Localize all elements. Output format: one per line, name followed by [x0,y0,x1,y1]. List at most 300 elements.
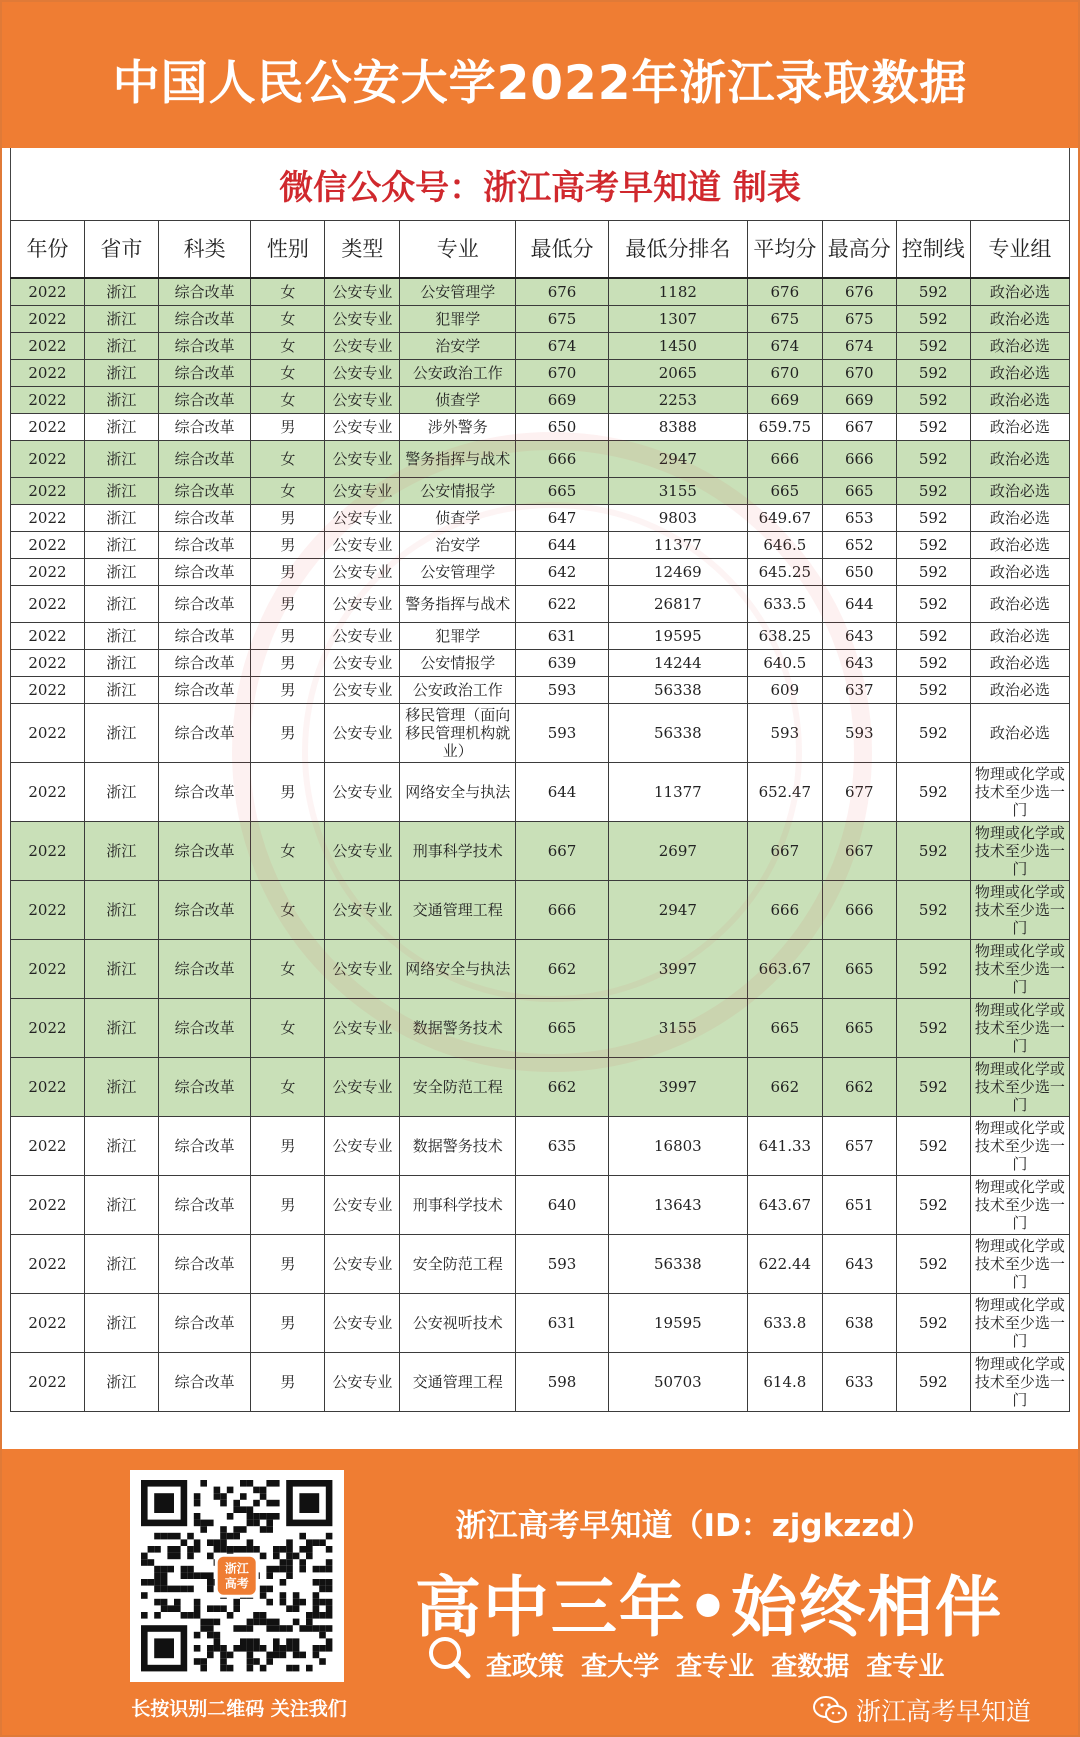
table-cell: 665 [516,999,609,1058]
table-cell: 女 [251,1058,325,1117]
table-row [11,414,1070,441]
table-cell: 56338 [608,704,747,763]
table-cell: 公安专业 [325,532,400,559]
table-cell: 643 [822,650,896,677]
table-cell: 662 [747,1058,822,1117]
table-cell: 浙江 [84,940,158,999]
column-header: 类型 [325,221,400,279]
table-cell: 浙江 [84,1294,158,1353]
table-cell: 男 [251,1353,325,1412]
table-cell: 649.67 [747,505,822,532]
table-cell: 675 [516,306,609,333]
table-row [11,1235,1070,1294]
table-cell: 592 [896,1176,970,1235]
table-cell: 网络安全与执法 [400,940,516,999]
table-cell: 女 [251,940,325,999]
table-cell: 2022 [11,940,85,999]
column-header: 平均分 [747,221,822,279]
table-cell: 592 [896,623,970,650]
table-cell: 政治必选 [970,387,1069,414]
table-cell: 综合改革 [158,623,251,650]
table-cell: 592 [896,532,970,559]
table-cell: 593 [516,677,609,704]
page-title: 中国人民公安大学2022年浙江录取数据 [112,55,968,111]
qr-badge-text: 高考 [224,1576,249,1591]
table-cell: 592 [896,1353,970,1412]
table-row [11,940,1070,999]
table-cell: 浙江 [84,1353,158,1412]
table-cell: 男 [251,1117,325,1176]
table-row [11,623,1070,650]
table-cell: 598 [516,1353,609,1412]
wechat-icon [812,1695,848,1725]
table-cell: 592 [896,387,970,414]
table-cell: 综合改革 [158,1117,251,1176]
table-cell: 639 [516,650,609,677]
table-cell: 592 [896,822,970,881]
table-cell: 公安专业 [325,1058,400,1117]
table-cell: 女 [251,360,325,387]
table-cell: 女 [251,478,325,505]
table-cell: 667 [747,822,822,881]
table-cell: 移民管理（面向移民管理机构就业） [400,704,516,763]
slogan: 高中三年•始终相伴 [414,1569,1004,1646]
table-cell: 浙江 [84,306,158,333]
search-icon [426,1634,472,1680]
table-cell: 公安情报学 [400,478,516,505]
link-major-2[interactable]: 查专业 [866,1652,945,1682]
table-cell: 640 [516,1176,609,1235]
link-university[interactable]: 查大学 [581,1652,660,1682]
table-cell: 浙江 [84,1117,158,1176]
table-cell: 综合改革 [158,559,251,586]
table-cell: 男 [251,414,325,441]
table-cell: 663.67 [747,940,822,999]
table-cell: 592 [896,650,970,677]
table-cell: 665 [822,478,896,505]
table-cell: 2022 [11,1294,85,1353]
table-row [11,1176,1070,1235]
table-cell: 涉外警务 [400,414,516,441]
table-cell: 政治必选 [970,360,1069,387]
table-cell: 659.75 [747,414,822,441]
table-cell: 592 [896,999,970,1058]
table-cell: 14244 [608,650,747,677]
table-cell: 政治必选 [970,704,1069,763]
table-cell: 政治必选 [970,532,1069,559]
table-cell: 浙江 [84,586,158,623]
brand-line: 浙江高考早知道（ID：zjgkzzd） [455,1508,933,1544]
table-cell: 631 [516,623,609,650]
table-cell: 665 [822,999,896,1058]
table-cell: 男 [251,677,325,704]
table-cell: 592 [896,559,970,586]
table-cell: 2022 [11,623,85,650]
table-cell: 政治必选 [970,441,1069,478]
table-cell: 669 [747,387,822,414]
table-cell: 男 [251,623,325,650]
table-cell: 637 [822,677,896,704]
table-cell: 609 [747,677,822,704]
table-cell: 643.67 [747,1176,822,1235]
table-row [11,650,1070,677]
table-cell: 物理或化学或技术至少选一门 [970,881,1069,940]
column-header: 专业 [400,221,516,279]
table-cell: 政治必选 [970,414,1069,441]
table-row [11,278,1070,306]
table-cell: 浙江 [84,650,158,677]
table-cell: 公安专业 [325,1117,400,1176]
table-cell: 676 [747,278,822,306]
table-cell: 交通管理工程 [400,881,516,940]
table-cell: 公安专业 [325,677,400,704]
table-header-row [11,221,1070,279]
table-cell: 政治必选 [970,306,1069,333]
table-cell: 犯罪学 [400,623,516,650]
table-cell: 592 [896,1294,970,1353]
table-cell: 2022 [11,333,85,360]
table-cell: 物理或化学或技术至少选一门 [970,940,1069,999]
table-cell: 政治必选 [970,478,1069,505]
table-cell: 安全防范工程 [400,1235,516,1294]
table-cell: 2022 [11,559,85,586]
table-cell: 647 [516,505,609,532]
table-cell: 2253 [608,387,747,414]
table-cell: 2022 [11,441,85,478]
table-cell: 男 [251,704,325,763]
table-cell: 643 [822,623,896,650]
table-cell: 男 [251,559,325,586]
table-cell: 638 [822,1294,896,1353]
table-cell: 政治必选 [970,559,1069,586]
table-cell: 665 [516,478,609,505]
table-cell: 2022 [11,1353,85,1412]
table-cell: 浙江 [84,559,158,586]
table-cell: 公安专业 [325,940,400,999]
table-cell: 综合改革 [158,1294,251,1353]
table-row [11,1117,1070,1176]
table-cell: 638.25 [747,623,822,650]
table-cell: 综合改革 [158,881,251,940]
table-cell: 675 [747,306,822,333]
qr-code[interactable] [130,1470,344,1682]
admission-table [10,220,1070,1412]
table-cell: 物理或化学或技术至少选一门 [970,1058,1069,1117]
table-cell: 公安政治工作 [400,360,516,387]
table-cell: 公安专业 [325,1176,400,1235]
table-cell: 物理或化学或技术至少选一门 [970,1235,1069,1294]
table-cell: 640.5 [747,650,822,677]
table-cell: 11377 [608,532,747,559]
table-cell: 2022 [11,387,85,414]
table-cell: 男 [251,1235,325,1294]
table-cell: 公安专业 [325,333,400,360]
table-cell: 警务指挥与战术 [400,586,516,623]
table-cell: 670 [516,360,609,387]
table-row [11,822,1070,881]
table-cell: 综合改革 [158,478,251,505]
table-row [11,1058,1070,1117]
table-cell: 女 [251,387,325,414]
table-cell: 2022 [11,881,85,940]
table-cell: 1450 [608,333,747,360]
table-cell: 2022 [11,1176,85,1235]
table-row [11,333,1070,360]
table-cell: 650 [822,559,896,586]
link-major[interactable]: 查专业 [676,1652,755,1682]
table-cell: 浙江 [84,1058,158,1117]
table-cell: 592 [896,704,970,763]
table-cell: 16803 [608,1117,747,1176]
table-cell: 政治必选 [970,505,1069,532]
table-cell: 675 [822,306,896,333]
table-cell: 综合改革 [158,999,251,1058]
table-cell: 1307 [608,306,747,333]
table-cell: 公安政治工作 [400,677,516,704]
table-cell: 公安管理学 [400,278,516,306]
column-header: 最高分 [822,221,896,279]
table-cell: 666 [822,441,896,478]
table-cell: 592 [896,940,970,999]
table-cell: 综合改革 [158,360,251,387]
table-cell: 浙江 [84,532,158,559]
table-cell: 650 [516,414,609,441]
table-cell: 浙江 [84,414,158,441]
link-data[interactable]: 查数据 [771,1652,850,1682]
table-cell: 645.25 [747,559,822,586]
table-cell: 652.47 [747,763,822,822]
table-cell: 治安学 [400,532,516,559]
table-cell: 643 [822,1235,896,1294]
table-cell: 13643 [608,1176,747,1235]
table-cell: 公安专业 [325,881,400,940]
table-cell: 交通管理工程 [400,1353,516,1412]
table-cell: 2022 [11,505,85,532]
table-cell: 公安专业 [325,505,400,532]
table-cell: 2022 [11,306,85,333]
table-cell: 公安专业 [325,1294,400,1353]
table-cell: 浙江 [84,505,158,532]
table-cell: 2947 [608,881,747,940]
table-cell: 浙江 [84,1176,158,1235]
table-cell: 综合改革 [158,822,251,881]
table-cell: 622 [516,586,609,623]
table-cell: 2022 [11,1058,85,1117]
table-cell: 667 [516,822,609,881]
table-cell: 综合改革 [158,532,251,559]
table-cell: 综合改革 [158,387,251,414]
wechat-account [812,1692,1031,1728]
table-cell: 592 [896,881,970,940]
table-cell: 公安专业 [325,763,400,822]
table-cell: 政治必选 [970,278,1069,306]
table-cell: 3997 [608,940,747,999]
table-cell: 662 [516,1058,609,1117]
table-cell: 592 [896,677,970,704]
table-cell: 浙江 [84,881,158,940]
table-row [11,763,1070,822]
table-row [11,505,1070,532]
table-cell: 浙江 [84,278,158,306]
table-cell: 665 [822,940,896,999]
table-cell: 综合改革 [158,333,251,360]
table-cell: 治安学 [400,333,516,360]
table-cell: 592 [896,1235,970,1294]
table-cell: 592 [896,360,970,387]
qr-caption: 长按识别二维码 关注我们 [131,1698,347,1720]
table-cell: 2022 [11,704,85,763]
table-cell: 浙江 [84,677,158,704]
table-cell: 633 [822,1353,896,1412]
table-cell: 633.5 [747,586,822,623]
table-cell: 警务指挥与战术 [400,441,516,478]
table-row [11,532,1070,559]
table-cell: 综合改革 [158,1058,251,1117]
qr-code-graphic [130,1470,344,1682]
column-header: 最低分排名 [608,221,747,279]
table-cell: 男 [251,650,325,677]
table-cell: 669 [822,387,896,414]
table-cell: 2022 [11,532,85,559]
table-cell: 女 [251,881,325,940]
table-cell: 浙江 [84,822,158,881]
table-cell: 592 [896,505,970,532]
table-cell: 女 [251,999,325,1058]
table-cell: 2022 [11,822,85,881]
column-header: 最低分 [516,221,609,279]
table-cell: 2022 [11,677,85,704]
table-cell: 592 [896,306,970,333]
table-cell: 662 [822,1058,896,1117]
table-cell: 女 [251,441,325,478]
table-cell: 综合改革 [158,414,251,441]
table-cell: 592 [896,441,970,478]
table-cell: 592 [896,1058,970,1117]
table-cell: 2022 [11,478,85,505]
table-cell: 综合改革 [158,306,251,333]
table-cell: 物理或化学或技术至少选一门 [970,999,1069,1058]
table-cell: 3155 [608,478,747,505]
table-cell: 综合改革 [158,940,251,999]
table-row [11,999,1070,1058]
table-cell: 593 [822,704,896,763]
table-cell: 女 [251,333,325,360]
table-cell: 651 [822,1176,896,1235]
table-cell: 公安管理学 [400,559,516,586]
table-cell: 男 [251,586,325,623]
table-row [11,677,1070,704]
table-cell: 刑事科学技术 [400,1176,516,1235]
table-row [11,1353,1070,1412]
table-cell: 2022 [11,586,85,623]
table-cell: 592 [896,586,970,623]
table-cell: 浙江 [84,999,158,1058]
table-cell: 2022 [11,278,85,306]
table-row [11,881,1070,940]
table-cell: 公安专业 [325,1353,400,1412]
table-cell: 3997 [608,1058,747,1117]
table-cell: 2022 [11,1117,85,1176]
table-cell: 男 [251,763,325,822]
column-header: 性别 [251,221,325,279]
table-cell: 女 [251,306,325,333]
table-cell: 公安专业 [325,306,400,333]
table-cell: 662 [516,940,609,999]
table-cell: 653 [822,505,896,532]
table-cell: 666 [516,441,609,478]
table-row [11,1294,1070,1353]
table-cell: 公安专业 [325,623,400,650]
table-cell: 8388 [608,414,747,441]
table-cell: 物理或化学或技术至少选一门 [970,1117,1069,1176]
table-cell: 数据警务技术 [400,1117,516,1176]
table-cell: 综合改革 [158,677,251,704]
table-cell: 2022 [11,360,85,387]
qr-badge-text: 浙江 [224,1561,249,1576]
table-cell: 女 [251,278,325,306]
table-cell: 浙江 [84,763,158,822]
table-cell: 男 [251,532,325,559]
table-cell: 592 [896,478,970,505]
table-cell: 公安视听技术 [400,1294,516,1353]
table-cell: 公安专业 [325,414,400,441]
table-cell: 刑事科学技术 [400,822,516,881]
table-cell: 公安专业 [325,586,400,623]
table-cell: 浙江 [84,1235,158,1294]
table-cell: 公安专业 [325,387,400,414]
table-cell: 公安专业 [325,278,400,306]
table-cell: 633.8 [747,1294,822,1353]
table-cell: 2947 [608,441,747,478]
table-cell: 593 [747,704,822,763]
link-policy[interactable]: 查政策 [486,1652,565,1682]
table-row [11,478,1070,505]
table-cell: 综合改革 [158,505,251,532]
table-cell: 11377 [608,763,747,822]
table-cell: 666 [747,881,822,940]
table-row [11,360,1070,387]
table-cell: 综合改革 [158,650,251,677]
table-cell: 女 [251,822,325,881]
table-cell: 667 [822,822,896,881]
table-cell: 652 [822,532,896,559]
table-cell: 综合改革 [158,704,251,763]
table-cell: 631 [516,1294,609,1353]
table-cell: 666 [516,881,609,940]
table-cell: 安全防范工程 [400,1058,516,1117]
table-cell: 公安专业 [325,822,400,881]
table-row [11,586,1070,623]
table-cell: 政治必选 [970,650,1069,677]
table-cell: 综合改革 [158,586,251,623]
table-cell: 642 [516,559,609,586]
column-header: 省市 [84,221,158,279]
table-cell: 综合改革 [158,278,251,306]
table-cell: 物理或化学或技术至少选一门 [970,1294,1069,1353]
table-cell: 物理或化学或技术至少选一门 [970,1176,1069,1235]
table-cell: 浙江 [84,333,158,360]
table-cell: 665 [747,478,822,505]
table-cell: 667 [822,414,896,441]
table-cell: 592 [896,1117,970,1176]
table-cell: 2697 [608,822,747,881]
table-row [11,559,1070,586]
table-cell: 669 [516,387,609,414]
table-cell: 物理或化学或技术至少选一门 [970,822,1069,881]
table-cell: 676 [516,278,609,306]
table-cell: 676 [822,278,896,306]
table-cell: 侦查学 [400,387,516,414]
